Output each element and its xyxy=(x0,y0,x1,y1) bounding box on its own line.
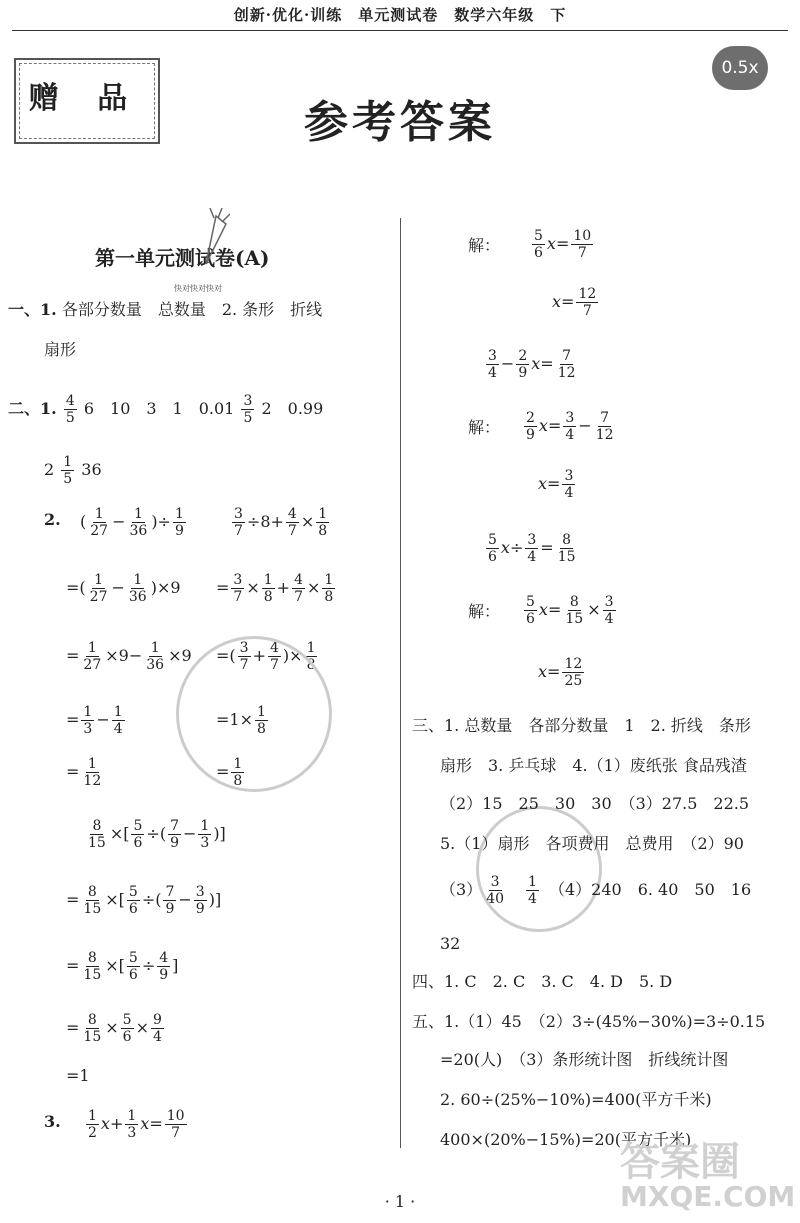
calc-line: x= $\frac{12}{7}$ xyxy=(552,286,597,319)
column-divider xyxy=(400,218,401,1148)
calc-line: =( $\frac{1}{27}$ − $\frac{1}{36}$ )×9 xyxy=(66,572,181,605)
solution-label: 解： xyxy=(468,236,501,255)
calc-line: $\frac{3}{4}$ − $\frac{2}{9}$ x= $\frac{7}{12}$ xyxy=(488,348,576,381)
watermark-stamp xyxy=(476,806,602,932)
calc-line: = $\frac{8}{15}$ × $\frac{5}{6}$ × $\frac{9}{4}$ xyxy=(66,1012,162,1045)
calc-line: $\frac{3}{7}$ ÷8+ $\frac{4}{7}$ × $\frac{1}{8}$ xyxy=(234,506,328,539)
q2-values2: 2 0.99 xyxy=(261,399,324,418)
q3-number: 3. xyxy=(44,1112,61,1131)
fraction: $\frac{1}{4}$ xyxy=(528,874,537,907)
calc-line: x= $\frac{12}{25}$ xyxy=(538,656,583,689)
q1-number: 一、1. xyxy=(8,300,57,319)
answer-line: 5.（1）扇形 各项费用 总费用 （2）90 xyxy=(440,834,744,853)
calc-line: = $\frac{1}{3}$ − $\frac{1}{4}$ xyxy=(66,704,123,737)
fraction: $\frac{4}{5}$ xyxy=(65,393,75,426)
gift-label: 赠 品 xyxy=(28,81,142,116)
calc-line: x= $\frac{3}{4}$ xyxy=(538,468,574,501)
calc-line: $\frac{8}{15}$ ×[ $\frac{5}{6}$ ÷( $\frac{7}{9}$ − $\frac{1}{3}$ )] xyxy=(88,818,226,851)
calc-line: = $\frac{3}{7}$ × $\frac{1}{8}$ + $\frac{4}{7}$ × $\frac{1}{8}$ xyxy=(216,572,334,605)
calc-line: $\frac{5}{6}$ x÷ $\frac{3}{4}$ = $\frac{8}{15}$ xyxy=(488,532,576,565)
calc-line: = $\frac{1}{27}$ ×9− $\frac{1}{36}$ ×9 xyxy=(66,640,192,673)
q1-cont: 扇形 xyxy=(44,340,77,359)
q1-line xyxy=(8,300,322,320)
page-title: 参考答案 xyxy=(304,97,496,148)
answer-line: 五、1.（1）45 （2）3÷(45%−30%)=3÷0.15 xyxy=(412,1012,766,1031)
calc-line: =1× $\frac{1}{8}$ xyxy=(216,704,266,737)
header-rule xyxy=(12,30,788,31)
fraction: $\frac{3}{40}$ xyxy=(486,874,505,907)
answer-part: （3） xyxy=(440,880,483,899)
calc-line: $\frac{2}{9}$ x= $\frac{3}{4}$ − $\frac{7}{12}$ xyxy=(526,410,614,443)
page-header: 创新·优化·训练 单元测试卷 数学六年级 下 xyxy=(233,6,567,24)
q2-value2: 36 xyxy=(81,460,102,479)
answer-line: 四、1. C 2. C 3. C 4. D 5. D xyxy=(412,972,673,991)
calc-line: ( $\frac{1}{27}$ − $\frac{1}{36}$ )÷ $\frac{1}{9}$ xyxy=(80,506,184,539)
watermark-url: MXQE.COM xyxy=(620,1180,796,1213)
answer-line: 扇形 3. 乒乓球 4.（1）废纸张 食品残渣 xyxy=(440,756,747,775)
q2-line2 xyxy=(44,454,102,487)
solution-label: 解： xyxy=(468,602,501,621)
answer-line: 三、1. 总数量 各部分数量 1 2. 折线 条形 xyxy=(412,716,751,735)
calc-line: $\frac{5}{6}$ x= $\frac{8}{15}$ × $\frac{3}{4}$ xyxy=(526,594,614,627)
carrot-icon xyxy=(196,206,230,266)
answer-part: （4）240 6. 40 50 16 xyxy=(556,880,752,899)
calc-line: = $\frac{1}{8}$ xyxy=(216,756,243,789)
calc-line: $\frac{1}{2}$ x+ $\frac{1}{3}$ x= $\frac{10}{7}$ xyxy=(88,1108,185,1141)
section-title: 第一单元测试卷(A) xyxy=(95,246,270,270)
answer-line: 400×(20%−15%)=20(平方千米) xyxy=(440,1130,692,1149)
calc-line: = $\frac{8}{15}$ ×[ $\frac{5}{6}$ ÷( $\frac{7}{9}$ − $\frac{3}{9}$ )] xyxy=(66,884,222,917)
q1-answer: 各部分数量 总数量 2. 条形 折线 xyxy=(61,300,323,319)
q2-line xyxy=(8,393,323,426)
answer-line: 2. 60÷(25%−10%)=400(平方千米) xyxy=(440,1090,712,1109)
q2-number: 二、1. xyxy=(8,399,57,418)
fraction: $\frac{3}{5}$ xyxy=(243,393,253,426)
watermark-logo: 答案圈 xyxy=(620,1139,740,1185)
solution-label: 解： xyxy=(468,418,501,437)
page-number: · 1 · xyxy=(384,1192,416,1211)
fraction: $\frac{1}{5}$ xyxy=(63,454,73,487)
calc-const: =1 xyxy=(66,1066,90,1085)
zoom-button[interactable]: 0.5x xyxy=(712,46,768,90)
calc-line: = $\frac{1}{12}$ xyxy=(66,756,102,789)
watermark-stamp xyxy=(176,636,332,792)
q2-values: 6 10 3 1 0.01 xyxy=(83,399,235,418)
section-tag: 快对快对快对 xyxy=(174,284,222,293)
q2-value: 2 xyxy=(44,460,55,479)
calc-line: =( $\frac{3}{7}$ + $\frac{4}{7}$ )× $\frac{1}{8}$ xyxy=(216,640,316,673)
answer-line: （2）15 25 30 30 （3）27.5 22.5 xyxy=(440,794,750,813)
calc-line: = $\frac{8}{15}$ ×[ $\frac{5}{6}$ ÷ $\frac{4}{9}$ ] xyxy=(66,950,179,983)
calc-line: $\frac{5}{6}$ x= $\frac{10}{7}$ xyxy=(534,228,592,261)
answer-line xyxy=(440,874,751,907)
answer-line: =20(人) （3）条形统计图 折线统计图 xyxy=(440,1050,729,1069)
answer-line: 32 xyxy=(440,934,461,953)
q2b-number: 2. xyxy=(44,510,61,529)
